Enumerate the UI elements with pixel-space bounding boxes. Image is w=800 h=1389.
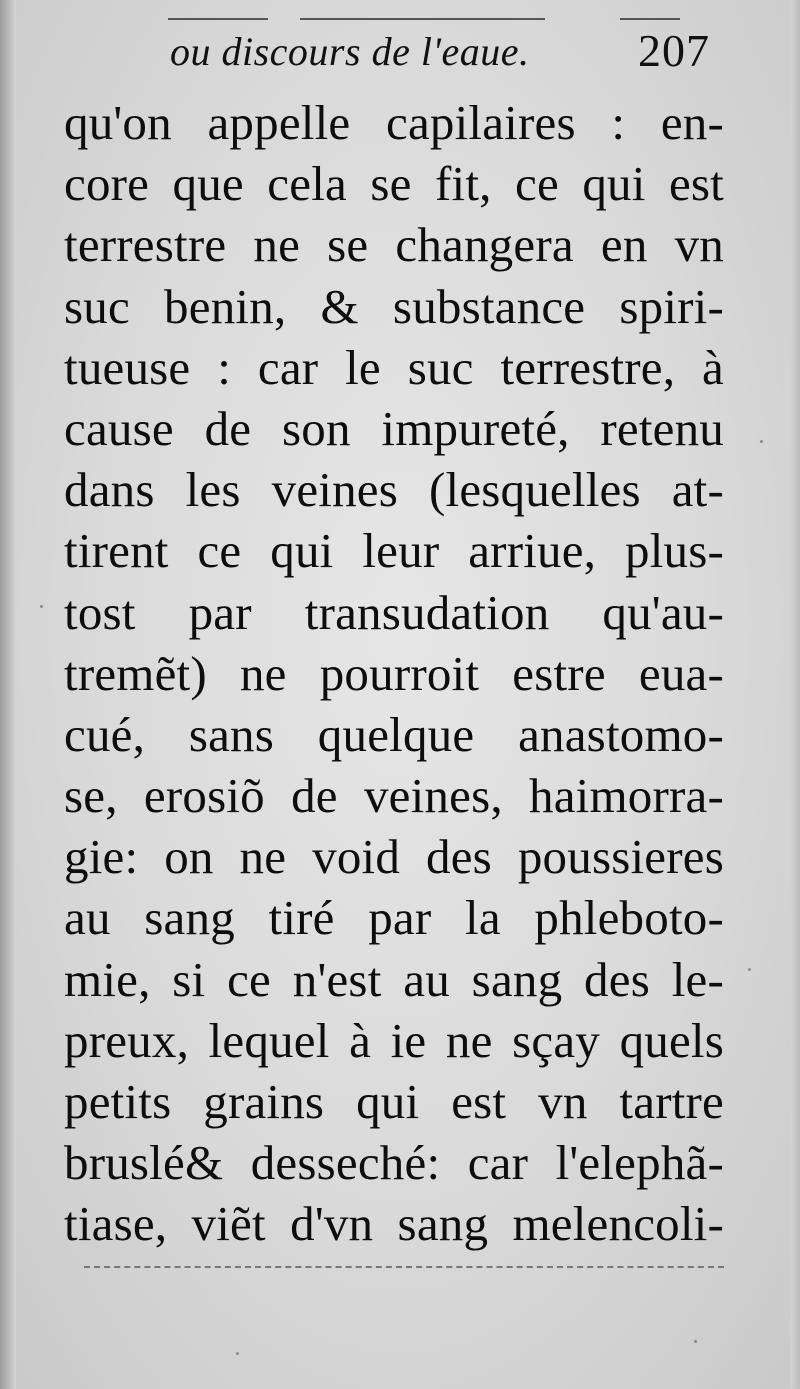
text-line: tost par transudation qu'au- bbox=[64, 584, 724, 640]
page-edge bbox=[790, 0, 800, 1389]
body-text bbox=[64, 92, 724, 1255]
text-line: tiase, viẽt d'vn sang melencoli- bbox=[64, 1196, 724, 1252]
running-title: ou discours de l'eaue. bbox=[170, 29, 530, 74]
text-line: petits grains qui est vn tartre bbox=[64, 1074, 724, 1129]
paper-speck bbox=[236, 1352, 239, 1355]
bottom-rule bbox=[84, 1266, 724, 1268]
text-line: bruslé& desseché: car l'elephã- bbox=[64, 1135, 724, 1191]
text-line: cause de son impureté, retenu bbox=[64, 400, 724, 456]
header-rule-left bbox=[168, 18, 268, 20]
text-line: tremẽt) ne pourroit estre eua- bbox=[64, 645, 724, 701]
text-line: au sang tiré par la phleboto- bbox=[64, 890, 724, 946]
paper-speck bbox=[748, 968, 751, 971]
text-line: dans les veines (lesquelles at- bbox=[64, 462, 724, 518]
text-line: preux, lequel à ie ne sçay quels bbox=[64, 1012, 724, 1068]
paper-speck bbox=[694, 1340, 697, 1343]
page-number: 207 bbox=[638, 25, 710, 76]
binding-edge bbox=[0, 0, 16, 1389]
paper-speck bbox=[40, 605, 43, 608]
text-line: se, erosiõ de veines, haimorra- bbox=[64, 768, 724, 824]
text-line: cué, sans quelque anastomo- bbox=[64, 706, 724, 762]
text-line: gie: on ne void des poussieres bbox=[64, 829, 724, 885]
text-line: tueuse : car le suc terrestre, à bbox=[64, 339, 724, 395]
header-rule-center bbox=[300, 18, 545, 20]
text-line: qu'on appelle capilaires : en- bbox=[64, 95, 724, 150]
paper-speck bbox=[760, 440, 763, 443]
header-rule-right bbox=[620, 18, 680, 20]
text-line: core que cela se fit, ce qui est bbox=[64, 156, 724, 212]
text-line: suc benin, & substance spiri- bbox=[64, 278, 724, 334]
text-line: terrestre ne se changera en vn bbox=[64, 217, 724, 273]
text-line: mie, si ce n'est au sang des le- bbox=[64, 951, 724, 1007]
text-line: tirent ce qui leur arriue, plus- bbox=[64, 523, 724, 579]
running-header bbox=[170, 24, 710, 84]
